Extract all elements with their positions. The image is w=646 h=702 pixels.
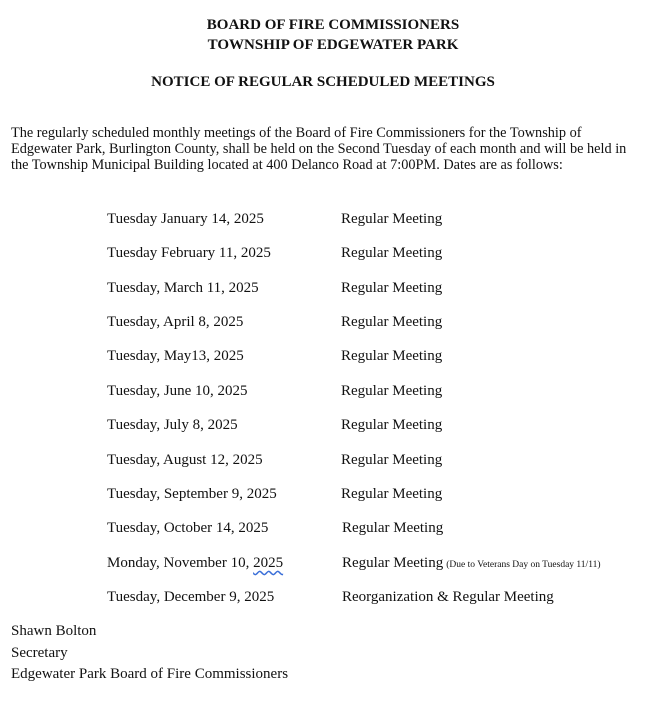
meeting-date: Tuesday, September 9, 2025 bbox=[107, 486, 277, 502]
meeting-date: Tuesday January 14, 2025 bbox=[107, 211, 264, 227]
meeting-type: Regular Meeting bbox=[341, 417, 443, 433]
meeting-type: Reorganization & Regular Meeting bbox=[342, 589, 554, 605]
meeting-type: Regular Meeting bbox=[341, 348, 443, 364]
meeting-type: Regular Meeting bbox=[341, 452, 443, 468]
meeting-note: (Due to Veterans Day on Tuesday 11/11) bbox=[446, 560, 601, 570]
meeting-date: Tuesday, April 8, 2025 bbox=[107, 314, 244, 330]
meeting-date: Tuesday, October 14, 2025 bbox=[107, 520, 269, 536]
meeting-row bbox=[0, 346, 646, 366]
signatory-name: Shawn Bolton bbox=[11, 623, 97, 639]
meeting-date: Tuesday, July 8, 2025 bbox=[107, 417, 238, 433]
meeting-type: Regular Meeting bbox=[342, 520, 444, 536]
meeting-row bbox=[0, 587, 646, 607]
meeting-type: Regular Meeting bbox=[341, 486, 443, 502]
meeting-type: Regular Meeting bbox=[341, 314, 443, 330]
meeting-row bbox=[0, 450, 646, 470]
meeting-date: Tuesday, December 9, 2025 bbox=[107, 589, 275, 605]
meeting-type-text: Regular Meeting bbox=[342, 555, 444, 571]
meeting-date-text: Monday, November 10, bbox=[107, 555, 254, 571]
meeting-row bbox=[0, 381, 646, 401]
meeting-type: Regular Meeting bbox=[341, 245, 443, 261]
signatory-organization: Edgewater Park Board of Fire Commissioners bbox=[11, 666, 289, 682]
meeting-type: Regular Meeting bbox=[341, 280, 443, 296]
meeting-row bbox=[0, 312, 646, 332]
notice-title: NOTICE OF REGULAR SCHEDULED MEETINGS bbox=[151, 74, 495, 90]
meeting-row bbox=[0, 278, 646, 298]
spellcheck-flagged-year: 2025 bbox=[253, 555, 284, 571]
meeting-type: Regular Meeting bbox=[341, 211, 443, 227]
meeting-row bbox=[0, 209, 646, 229]
intro-paragraph: The regularly scheduled monthly meetings of the Board of Fire Commissioners for the Township of Edgewater Park, Burlington County, shall be held on the Second Tuesday of each month and will be held in the Township Municipal Building located at 400 Delanco Road at 7:00PM. Dates are as follows: bbox=[11, 125, 627, 173]
header-line-2: TOWNSHIP OF EDGEWATER PARK bbox=[207, 37, 459, 53]
meeting-date: Tuesday February 11, 2025 bbox=[107, 245, 271, 261]
header-line-1: BOARD OF FIRE COMMISSIONERS bbox=[206, 17, 460, 33]
meeting-date: Tuesday, March 11, 2025 bbox=[107, 280, 259, 296]
meeting-type: Regular Meeting bbox=[341, 383, 443, 399]
meeting-type bbox=[342, 553, 601, 575]
meeting-date bbox=[107, 553, 283, 573]
meeting-date: Tuesday, May13, 2025 bbox=[107, 348, 244, 364]
meeting-date: Tuesday, August 12, 2025 bbox=[107, 452, 263, 468]
meeting-row bbox=[0, 484, 646, 504]
meeting-row bbox=[0, 243, 646, 263]
signatory-title: Secretary bbox=[11, 644, 68, 661]
signature-block bbox=[11, 621, 288, 686]
meeting-date: Tuesday, June 10, 2025 bbox=[107, 383, 248, 399]
meeting-row bbox=[0, 518, 646, 538]
meeting-row bbox=[0, 415, 646, 435]
meeting-row bbox=[0, 553, 646, 573]
